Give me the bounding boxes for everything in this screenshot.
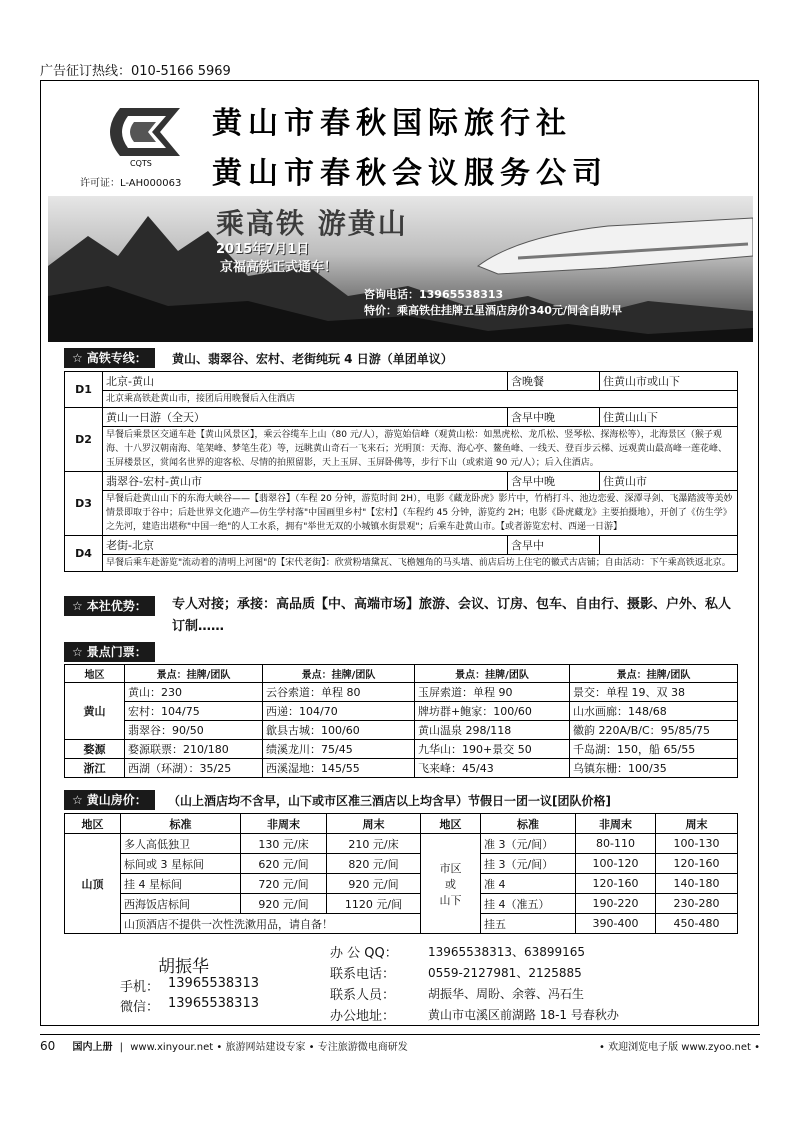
table-row xyxy=(65,894,738,914)
table-cell: 千岛湖：150，船 65/55 xyxy=(570,740,738,759)
table-cell: 准 3（元/间） xyxy=(481,834,576,854)
tour-table xyxy=(64,371,738,572)
advantages-text: 专人对接；承接：高品质【中、高端市场】旅游、会议、订房、包车、自由行、摄影、户外、私人订制…… xyxy=(172,597,732,634)
tel-label: 联系电话： xyxy=(330,967,396,982)
table-cell: 挂五 xyxy=(481,914,576,934)
person-label: 联系人员： xyxy=(330,988,396,1003)
day-label: D1 xyxy=(65,372,103,408)
table-row xyxy=(65,834,738,854)
day-route: 北京-黄山 xyxy=(103,372,508,391)
day-stay: 住黄山市 xyxy=(600,472,738,491)
mobile-label: 手机： xyxy=(120,980,160,995)
banner-special: 特价：乘高铁住挂牌五星酒店房价340元/间含自助早 xyxy=(364,304,622,317)
day-desc: 早餐后乘景区交通车赴【黄山风景区】，乘云谷缆车上山（80 元/人），游览始信峰（观黄山松：如黑虎松、龙爪松、竖琴松、探海松等），北海景区（猴子观海、十八罗汉朝南海、笔架峰、梦笔生花）等，远眺黄山奇石一飞来石；光明顶：天海、海心亭、鳌鱼峰、一线天、登百步云梯、远观黄山最高峰一莲花峰、玉屏楼景区，赏闻名世界的迎客松、尽情的拍照留影，天上玉屏、玉屏卧佛等，步行下山（或索道 90 元/人）；后入住酒店。 xyxy=(103,427,738,472)
wechat-label: 微信： xyxy=(120,1000,160,1015)
star-icon: ☆ xyxy=(72,793,83,807)
table-row xyxy=(65,914,738,934)
table-cell: 190-220 xyxy=(576,894,656,914)
table-cell: 100-120 xyxy=(576,854,656,874)
table-cell: 140-180 xyxy=(656,874,738,894)
table-cell: 玉屏索道：单程 90 xyxy=(415,683,570,702)
tickets-section-label: 景点门票： xyxy=(86,645,147,659)
day-route: 翡翠谷-宏村-黄山市 xyxy=(103,472,508,491)
table-row xyxy=(65,874,738,894)
table-cell: 1120 元/间 xyxy=(327,894,421,914)
hotels-table xyxy=(64,813,738,934)
advantages-section-label: 本社优势： xyxy=(86,599,147,613)
table-cell: 飞来峰：45/43 xyxy=(415,759,570,778)
table-cell: 山水画廊：148/68 xyxy=(570,702,738,721)
tour-row-head xyxy=(65,472,738,491)
column-header: 标准 xyxy=(481,814,576,834)
table-row xyxy=(65,721,738,740)
tour-row-head xyxy=(65,372,738,391)
column-header: 景点：挂牌/团队 xyxy=(263,665,415,683)
tickets-table xyxy=(64,664,738,778)
table-cell: 挂 4 星标间 xyxy=(121,874,241,894)
tour-row-head xyxy=(65,536,738,555)
column-header: 周末 xyxy=(656,814,738,834)
footer-left-text: www.xinyour.net • 旅游网站建设专家 • 专注旅游微电商研发 xyxy=(130,1042,408,1053)
tour-row-desc xyxy=(65,427,738,472)
day-stay: 住黄山市或山下 xyxy=(600,372,738,391)
column-header: 周末 xyxy=(327,814,421,834)
page-number: 60 xyxy=(40,1039,56,1053)
page-footer xyxy=(40,1034,760,1052)
tour-title: 黄山、翡翠谷、宏村、老街纯玩 4 日游（单团单议） xyxy=(172,352,453,366)
footer-right-text: • 欢迎浏览电子版 www.zyoo.net • xyxy=(599,1042,760,1053)
mobile-value: 13965538313 xyxy=(168,976,259,991)
table-cell: 130 元/床 xyxy=(241,834,327,854)
table-cell: 九华山：190+景交 50 xyxy=(415,740,570,759)
day-stay xyxy=(600,536,738,555)
region-cell xyxy=(421,834,481,934)
tour-row-desc xyxy=(65,491,738,536)
tour-section-header xyxy=(64,348,155,368)
column-header: 景点：挂牌/团队 xyxy=(125,665,263,683)
table-cell: 徽韵 220A/B/C：95/85/75 xyxy=(570,721,738,740)
column-header: 地区 xyxy=(65,665,125,683)
column-header: 景点：挂牌/团队 xyxy=(415,665,570,683)
promo-banner xyxy=(48,196,753,342)
table-cell: 标间或 3 星标间 xyxy=(121,854,241,874)
table-header-row xyxy=(65,814,738,834)
table-cell: 准 4 xyxy=(481,874,576,894)
region-line: 或 xyxy=(445,877,456,891)
column-header: 景点：挂牌/团队 xyxy=(570,665,738,683)
table-header-row xyxy=(65,665,738,683)
star-icon: ☆ xyxy=(72,351,83,365)
company-name-2: 黄山市春秋会议服务公司 xyxy=(212,156,608,191)
table-row xyxy=(65,759,738,778)
column-header: 地区 xyxy=(65,814,121,834)
table-cell: 宏村：104/75 xyxy=(125,702,263,721)
company-logo xyxy=(90,100,200,170)
table-cell: 100-130 xyxy=(656,834,738,854)
star-icon: ☆ xyxy=(72,645,83,659)
table-cell: 挂 4（准五） xyxy=(481,894,576,914)
hotel-note: 山顶酒店不提供一次性洗漱用品，请自备！ xyxy=(121,914,421,934)
footer-section: 国内上册 xyxy=(72,1042,113,1053)
region-line: 山下 xyxy=(439,893,462,907)
logo-text: CQTS xyxy=(130,159,152,168)
table-cell: 720 元/间 xyxy=(241,874,327,894)
banner-title: 乘高铁 游黄山 xyxy=(216,207,408,240)
table-cell: 120-160 xyxy=(576,874,656,894)
table-cell: 景交：单程 19、双 38 xyxy=(570,683,738,702)
table-cell: 云谷索道：单程 80 xyxy=(263,683,415,702)
contact-name: 胡振华 xyxy=(158,957,209,977)
tour-section-label: 高铁专线： xyxy=(86,351,147,365)
star-icon: ☆ xyxy=(72,599,83,613)
day-desc: 早餐后乘车赴游览"流动着的清明上河图"的【宋代老街】：欣赏粉墙黛瓦、飞檐翘角的马头墙、前店后坊上住宅的徽式古店铺；自由活动：下午乘高铁返北京。 xyxy=(103,555,738,572)
table-cell: 翡翠谷：90/50 xyxy=(125,721,263,740)
day-meals: 含早中晚 xyxy=(508,408,600,427)
tour-row-desc xyxy=(65,555,738,572)
hotels-section-label: 黄山房价： xyxy=(86,793,147,807)
hotels-section-header xyxy=(64,790,155,810)
table-cell: 西湖（环湖）：35/25 xyxy=(125,759,263,778)
day-route: 老街-北京 xyxy=(103,536,508,555)
table-cell: 西递：104/70 xyxy=(263,702,415,721)
column-header: 地区 xyxy=(421,814,481,834)
table-cell: 820 元/间 xyxy=(327,854,421,874)
region-cell: 山顶 xyxy=(65,834,121,934)
company-name-1: 黄山市春秋国际旅行社 xyxy=(212,106,572,141)
address-value: 黄山市屯溪区前湖路 18-1 号春秋办 xyxy=(428,1008,619,1022)
table-cell: 乌镇东栅：100/35 xyxy=(570,759,738,778)
day-label: D2 xyxy=(65,408,103,472)
day-route: 黄山一日游（全天） xyxy=(103,408,508,427)
day-meals: 含晚餐 xyxy=(508,372,600,391)
table-cell: 西溪湿地：145/55 xyxy=(263,759,415,778)
table-cell: 230-280 xyxy=(656,894,738,914)
table-cell: 120-160 xyxy=(656,854,738,874)
day-desc: 北京乘高铁赴黄山市，接团后用晚餐后入住酒店 xyxy=(103,391,738,408)
qq-value: 13965538313、63899165 xyxy=(428,945,586,959)
region-cell: 婺源 xyxy=(65,740,125,759)
day-label: D4 xyxy=(65,536,103,572)
column-header: 非周末 xyxy=(241,814,327,834)
tour-row-head xyxy=(65,408,738,427)
table-row xyxy=(65,854,738,874)
banner-opening: 京福高铁正式通车！ xyxy=(220,260,338,275)
day-label: D3 xyxy=(65,472,103,536)
day-meals: 含早中晚 xyxy=(508,472,600,491)
table-cell: 歙县古城：100/60 xyxy=(263,721,415,740)
table-cell: 婺源联票：210/180 xyxy=(125,740,263,759)
banner-phone: 咨询电话：13965538313 xyxy=(364,288,504,301)
hotels-title: （山上酒店均不含早，山下或市区准三酒店以上均含早）节假日一团一议[团队价格] xyxy=(168,794,611,808)
advantages-section-header xyxy=(64,596,155,616)
table-cell: 920 元/间 xyxy=(241,894,327,914)
table-row xyxy=(65,702,738,721)
address-label: 办公地址： xyxy=(330,1009,396,1024)
footer-divider: | xyxy=(119,1042,124,1053)
table-cell: 390-400 xyxy=(576,914,656,934)
tour-row-desc xyxy=(65,391,738,408)
region-cell: 浙江 xyxy=(65,759,125,778)
wechat-value: 13965538313 xyxy=(168,996,259,1011)
tel-value: 0559-2127981、2125885 xyxy=(428,966,582,980)
table-cell: 牌坊群+鲍家：100/60 xyxy=(415,702,570,721)
tickets-section-header xyxy=(64,642,155,662)
banner-date: 2015年7月1日 xyxy=(216,242,310,257)
table-cell: 挂 3（元/间） xyxy=(481,854,576,874)
table-cell: 西海饭店标间 xyxy=(121,894,241,914)
region-cell: 黄山 xyxy=(65,683,125,740)
license-number: 许可证：L-AH000063 xyxy=(80,178,182,189)
table-row xyxy=(65,740,738,759)
ad-hotline: 广告征订热线：010-5166 5969 xyxy=(40,64,231,79)
table-cell: 80-110 xyxy=(576,834,656,854)
region-line: 市区 xyxy=(439,861,462,875)
table-cell: 黄山：230 xyxy=(125,683,263,702)
day-meals: 含早中 xyxy=(508,536,600,555)
table-cell: 多人高低独卫 xyxy=(121,834,241,854)
column-header: 非周末 xyxy=(576,814,656,834)
table-cell: 450-480 xyxy=(656,914,738,934)
table-cell: 黄山温泉 298/118 xyxy=(415,721,570,740)
table-row xyxy=(65,683,738,702)
table-cell: 620 元/间 xyxy=(241,854,327,874)
person-value: 胡振华、周盼、余蓉、冯石生 xyxy=(428,987,585,1001)
table-cell: 绩溪龙川：75/45 xyxy=(263,740,415,759)
table-cell: 920 元/间 xyxy=(327,874,421,894)
qq-label: 办 公 QQ： xyxy=(330,946,398,961)
day-desc: 早餐后赴黄山山下的东海大峡谷——【翡翠谷】（车程 20 分钟，游览时间 2H），电影《藏龙卧虎》影片中，竹梢打斗、池边恋爱、深潭寻剑、飞瀑踏波等美妙情景即取于谷中；后赴世界文化遗产—仿生学村落"中国画里乡村"【宏村】（车程约 45 分钟，游览约 2H；电影《卧虎藏龙》主要拍摄地），开创了《仿生学》之先河，建造出堪称"中国一绝"的人工水系，拥有"举世无双的小城镇水街景观"；后乘车赴黄山市。【或者游览宏村、西递一日游】 xyxy=(103,491,738,536)
column-header: 标准 xyxy=(121,814,241,834)
table-cell: 210 元/床 xyxy=(327,834,421,854)
day-stay: 住黄山山下 xyxy=(600,408,738,427)
